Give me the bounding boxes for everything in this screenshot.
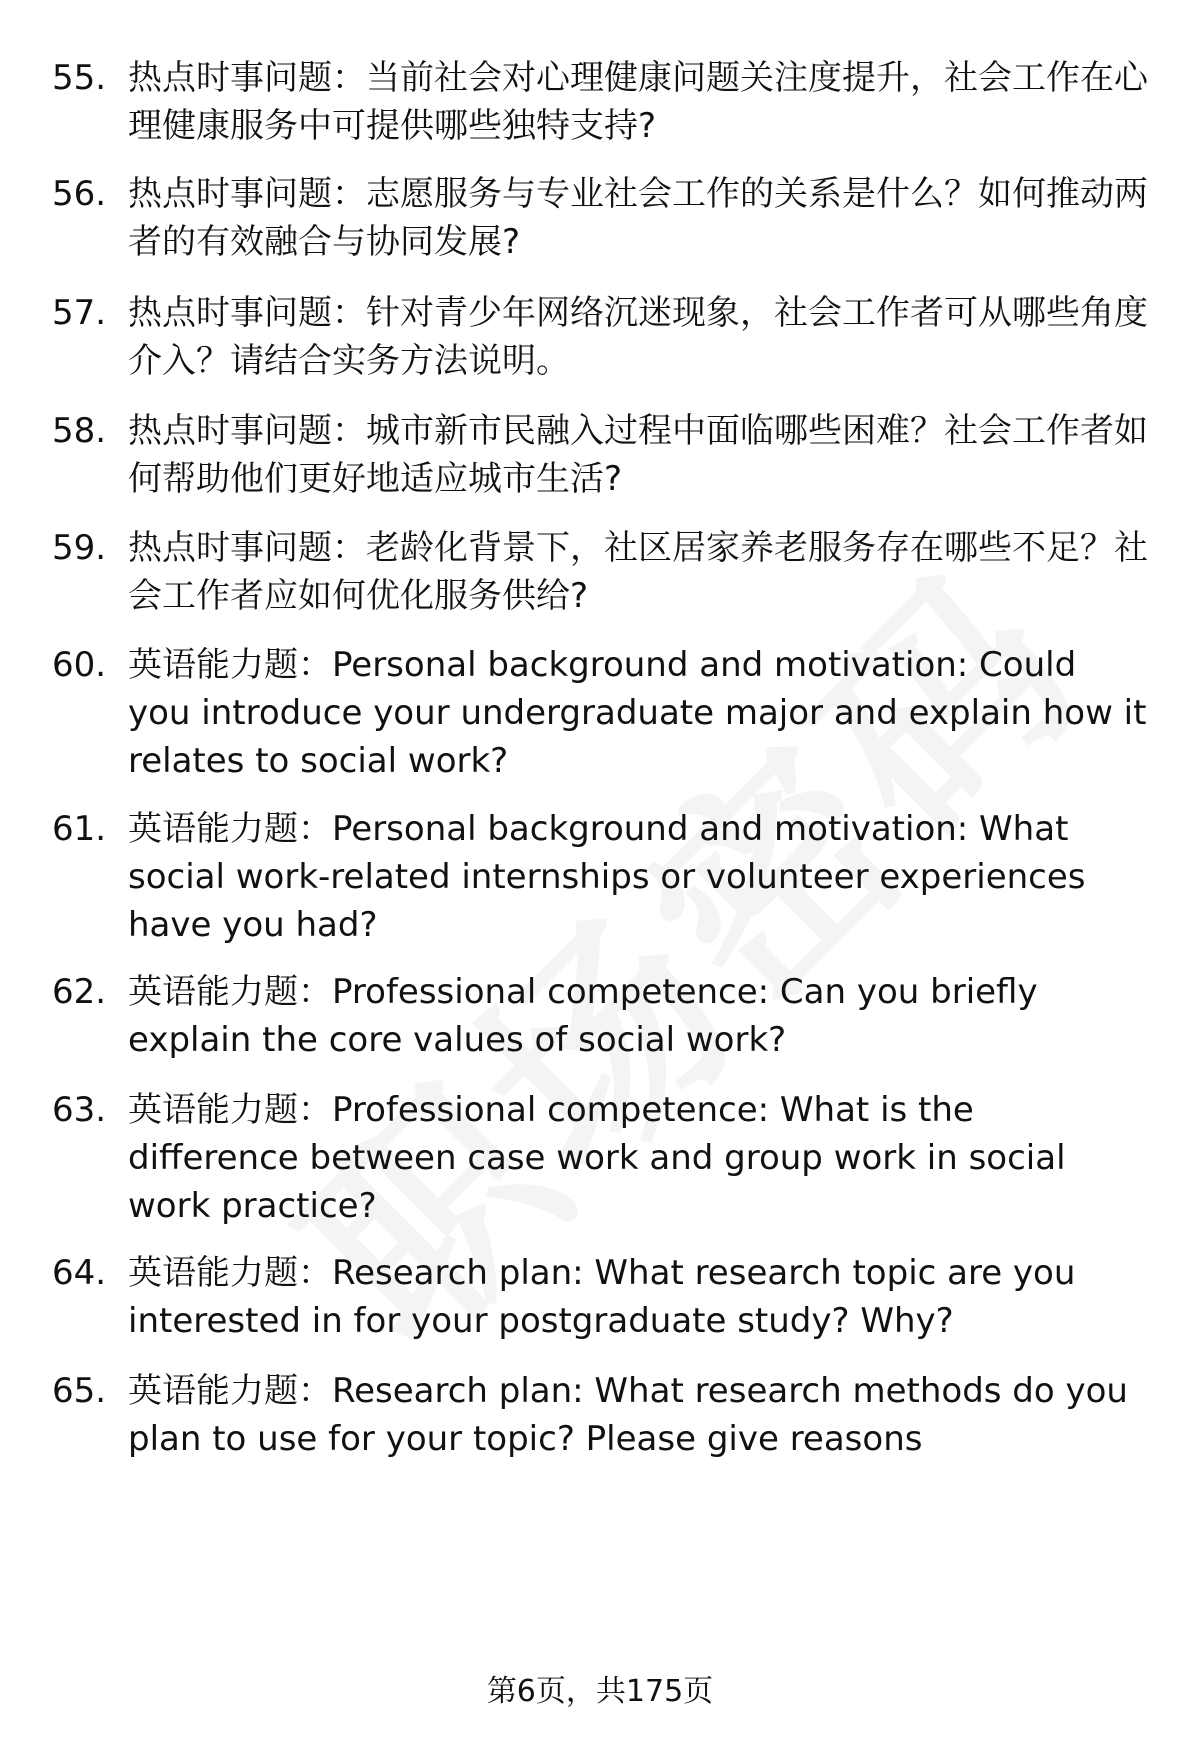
question-text: 英语能力题：Professional competence: Can you briefly explain the core values of social work?: [128, 972, 1038, 1060]
question-text: 英语能力题：Research plan: What research methods do you plan to use for your topic? Please give reasons: [128, 1371, 1128, 1459]
question-text: 英语能力题：Personal background and motivation: What social work-related internships or volunteer experiences have you had?: [128, 809, 1086, 945]
question-text: 英语能力题：Research plan: What research topic are you interested in for your postgraduate study? Why?: [128, 1253, 1076, 1341]
question-number: 63.: [52, 1090, 107, 1130]
question-text: 英语能力题：Professional competence: What is the difference between case work and group work in social work practice?: [128, 1090, 1066, 1226]
question-number: 55.: [52, 58, 107, 98]
question-text: 英语能力题：Personal background and motivation: Could you introduce your undergraduate major and explain how it relates to social work?: [128, 645, 1147, 781]
question-text: 热点时事问题：当前社会对心理健康问题关注度提升，社会工作在心理健康服务中可提供哪些独特支持?: [128, 58, 1148, 146]
question-number: 59.: [52, 528, 107, 568]
question-number: 57.: [52, 293, 107, 333]
question-number: 65.: [52, 1371, 107, 1411]
question-text: 热点时事问题：老龄化背景下，社区居家养老服务存在哪些不足？社会工作者应如何优化服务供给?: [128, 528, 1148, 616]
question-text: 热点时事问题：针对青少年网络沉迷现象，社会工作者可从哪些角度介入？请结合实务方法说明。: [128, 293, 1148, 381]
question-text: 热点时事问题：城市新市民融入过程中面临哪些困难？社会工作者如何帮助他们更好地适应城市生活?: [128, 411, 1148, 499]
question-number: 60.: [52, 645, 107, 685]
question-number: 64.: [52, 1253, 107, 1293]
question-text: 热点时事问题：志愿服务与专业社会工作的关系是什么？如何推动两者的有效融合与协同发展?: [128, 174, 1148, 262]
question-number: 62.: [52, 972, 107, 1012]
question-number: 58.: [52, 411, 107, 451]
question-number: 56.: [52, 174, 107, 214]
question-number: 61.: [52, 809, 107, 849]
page-footer: 第6页，共175页: [486, 1674, 714, 1709]
